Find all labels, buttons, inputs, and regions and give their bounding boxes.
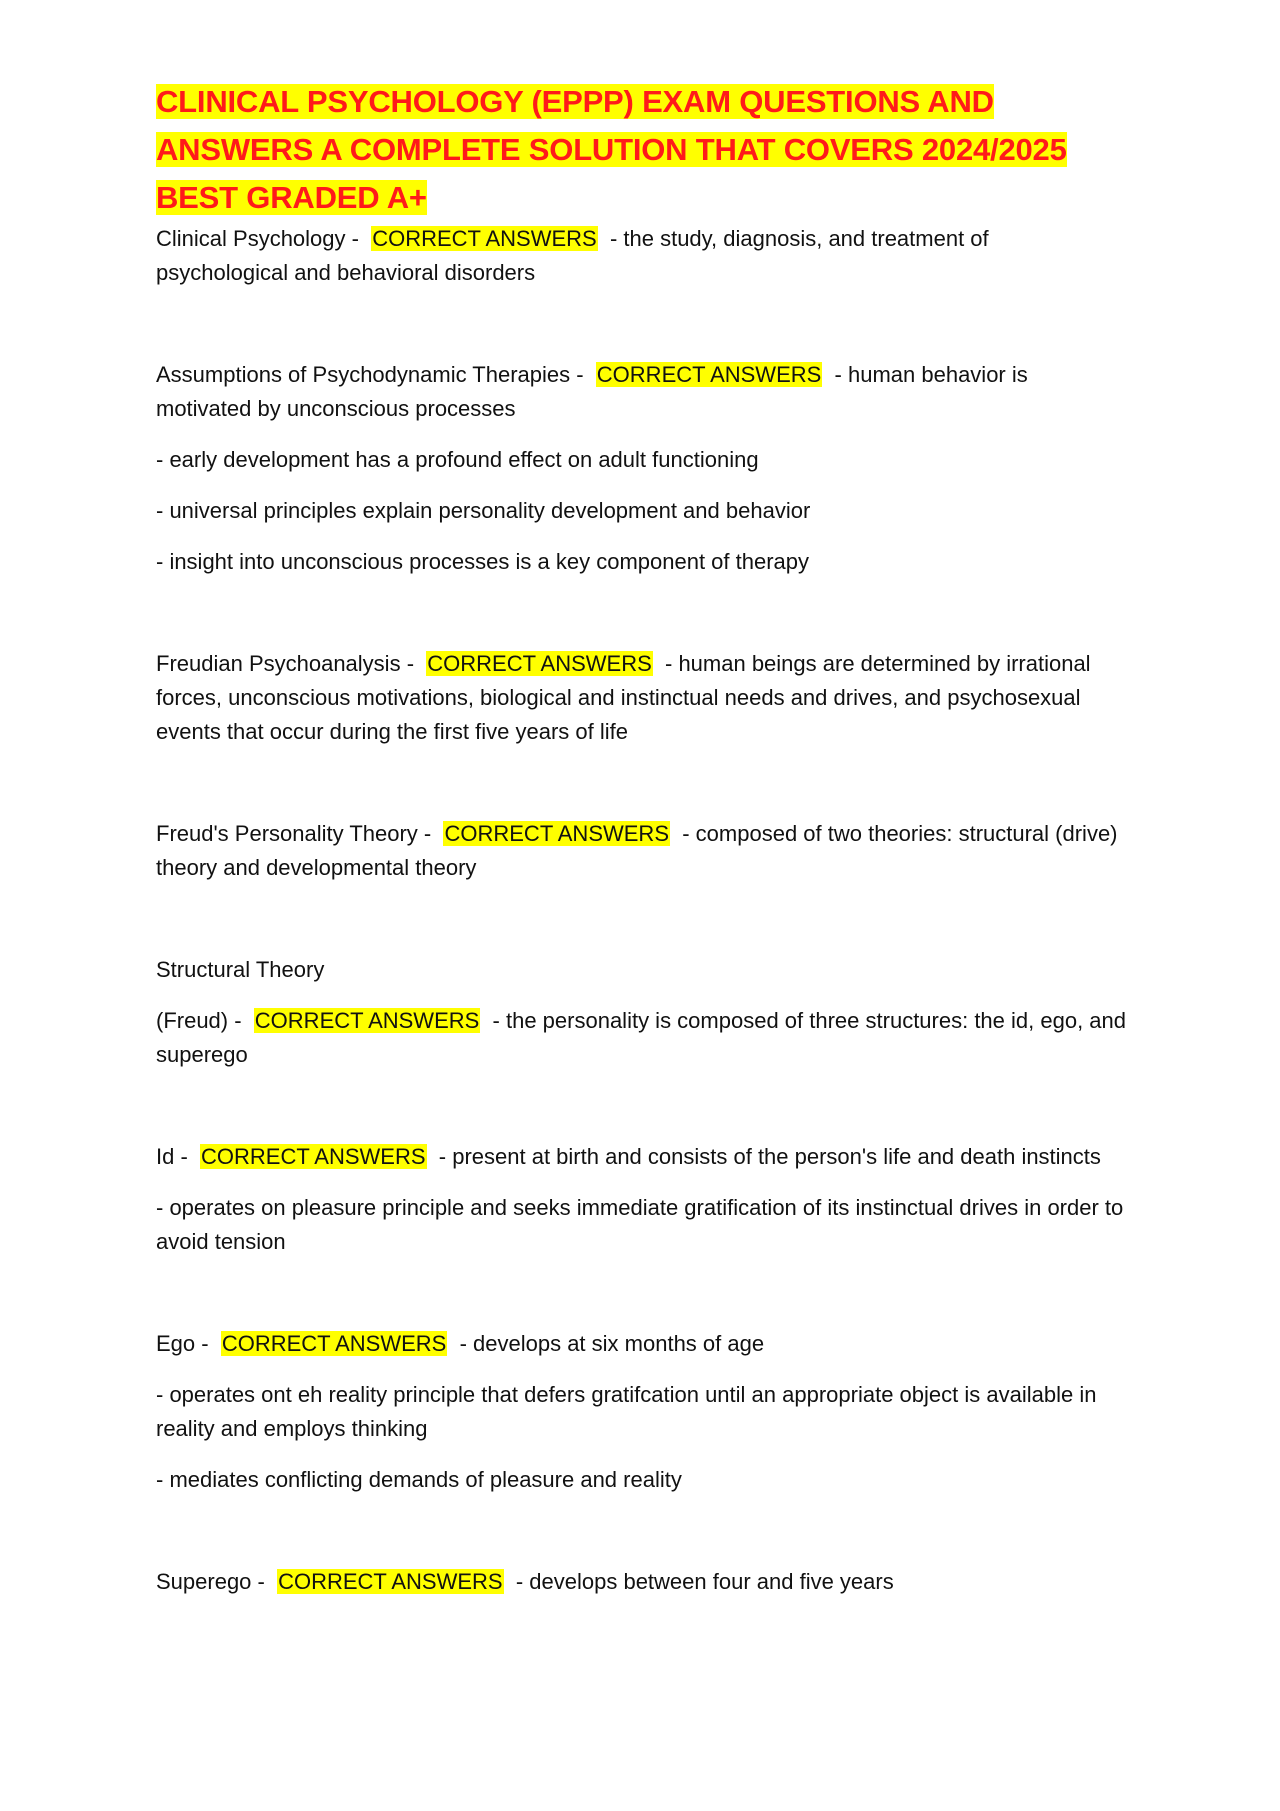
- document-title: [156, 78, 1126, 222]
- correct-answers-tag: CORRECT ANSWERS: [596, 362, 822, 387]
- flashcard-entry: [156, 1327, 1126, 1497]
- flashcard-entry: [156, 817, 1126, 885]
- document-title-text: CLINICAL PSYCHOLOGY (EPPP) EXAM QUESTIONS AND ANSWERS A COMPLETE SOLUTION THAT COVERS 2024/2025 BEST GRADED A+: [156, 84, 1067, 215]
- entry-term: Assumptions of Psychodynamic Therapies: [156, 362, 571, 387]
- entry-term: Id: [156, 1144, 175, 1169]
- entry-bullet-point: - insight into unconscious processes is a key component of therapy: [156, 549, 810, 574]
- flashcard-entry: [156, 222, 1126, 290]
- flashcard-entry: [156, 1565, 1126, 1599]
- entry-definition: - the study, diagnosis, and treatment of psychological and behavioral disorders: [156, 226, 989, 285]
- entry-definition: - the personality is composed of three structures: the id, ego, and superego: [156, 1008, 1127, 1067]
- entry-question-answer: Clinical Psychology - CORRECT ANSWERS - the study, diagnosis, and treatment of psychological and behavioral disorders: [156, 226, 989, 285]
- entry-term: Ego: [156, 1331, 196, 1356]
- correct-answers-tag: CORRECT ANSWERS: [201, 1144, 426, 1169]
- flashcard-entry: [156, 647, 1126, 749]
- entry-question-answer: Freudian Psychoanalysis - CORRECT ANSWERS - human beings are determined by irrational forces, unconscious motivations, biological and instinctual needs and drives, and psychosexual events that occur during the first five years of life: [156, 651, 1091, 744]
- entry-question-answer: Id - CORRECT ANSWERS - present at birth and consists of the person's life and death instincts: [156, 1144, 1101, 1169]
- document-page: [156, 78, 1126, 1667]
- correct-answers-tag: CORRECT ANSWERS: [427, 651, 652, 676]
- flashcard-entry: [156, 953, 1126, 1072]
- entry-definition: - human behavior is motivated by unconscious processes: [156, 362, 1028, 421]
- entry-question-answer: Freud's Personality Theory - CORRECT ANSWERS - composed of two theories: structural (drive) theory and developmental theory: [156, 821, 1118, 880]
- entry-term: Superego: [156, 1569, 252, 1594]
- flashcard-list: [156, 222, 1126, 1599]
- entry-definition: - develops between four and five years: [515, 1569, 894, 1594]
- entry-bullet-point: - operates ont eh reality principle that defers gratifcation until an appropriate object is available in reality and employs thinking: [156, 1382, 1097, 1441]
- flashcard-entry: [156, 358, 1126, 579]
- entry-bullet-point: - operates on pleasure principle and seeks immediate gratification of its instinctual drives in order to avoid tension: [156, 1195, 1124, 1254]
- entry-question-answer: Assumptions of Psychodynamic Therapies - CORRECT ANSWERS - human behavior is motivated by unconscious processes: [156, 362, 1028, 421]
- entry-definition: - develops at six months of age: [459, 1331, 765, 1356]
- entry-term: (Freud): [156, 1008, 229, 1033]
- correct-answers-tag: CORRECT ANSWERS: [372, 226, 597, 251]
- entry-term: Freudian Psychoanalysis: [156, 651, 401, 676]
- entry-bullet-point: - mediates conflicting demands of pleasure and reality: [156, 1467, 682, 1492]
- correct-answers-tag: CORRECT ANSWERS: [254, 1008, 480, 1033]
- entry-question-answer: Superego - CORRECT ANSWERS - develops between four and five years: [156, 1569, 894, 1594]
- entry-bullet-point: - universal principles explain personality development and behavior: [156, 498, 811, 523]
- entry-definition: - human beings are determined by irrational forces, unconscious motivations, biological and instinctual needs and drives, and psychosexual events that occur during the first five years of life: [156, 651, 1091, 744]
- entry-question-answer: Ego - CORRECT ANSWERS - develops at six months of age: [156, 1331, 765, 1356]
- entry-term: Clinical Psychology: [156, 226, 346, 251]
- entry-definition: - present at birth and consists of the person's life and death instincts: [438, 1144, 1101, 1169]
- entry-bullet-point: - early development has a profound effect on adult functioning: [156, 447, 759, 472]
- entry-term-line: Structural Theory: [156, 957, 325, 982]
- entry-question-answer: (Freud) - CORRECT ANSWERS - the personality is composed of three structures: the id, ego, and superego: [156, 1008, 1127, 1067]
- entry-term: Freud's Personality Theory: [156, 821, 418, 846]
- correct-answers-tag: CORRECT ANSWERS: [221, 1331, 447, 1356]
- correct-answers-tag: CORRECT ANSWERS: [444, 821, 669, 846]
- entry-definition: - composed of two theories: structural (drive) theory and developmental theory: [156, 821, 1118, 880]
- flashcard-entry: [156, 1140, 1126, 1259]
- correct-answers-tag: CORRECT ANSWERS: [278, 1569, 503, 1594]
